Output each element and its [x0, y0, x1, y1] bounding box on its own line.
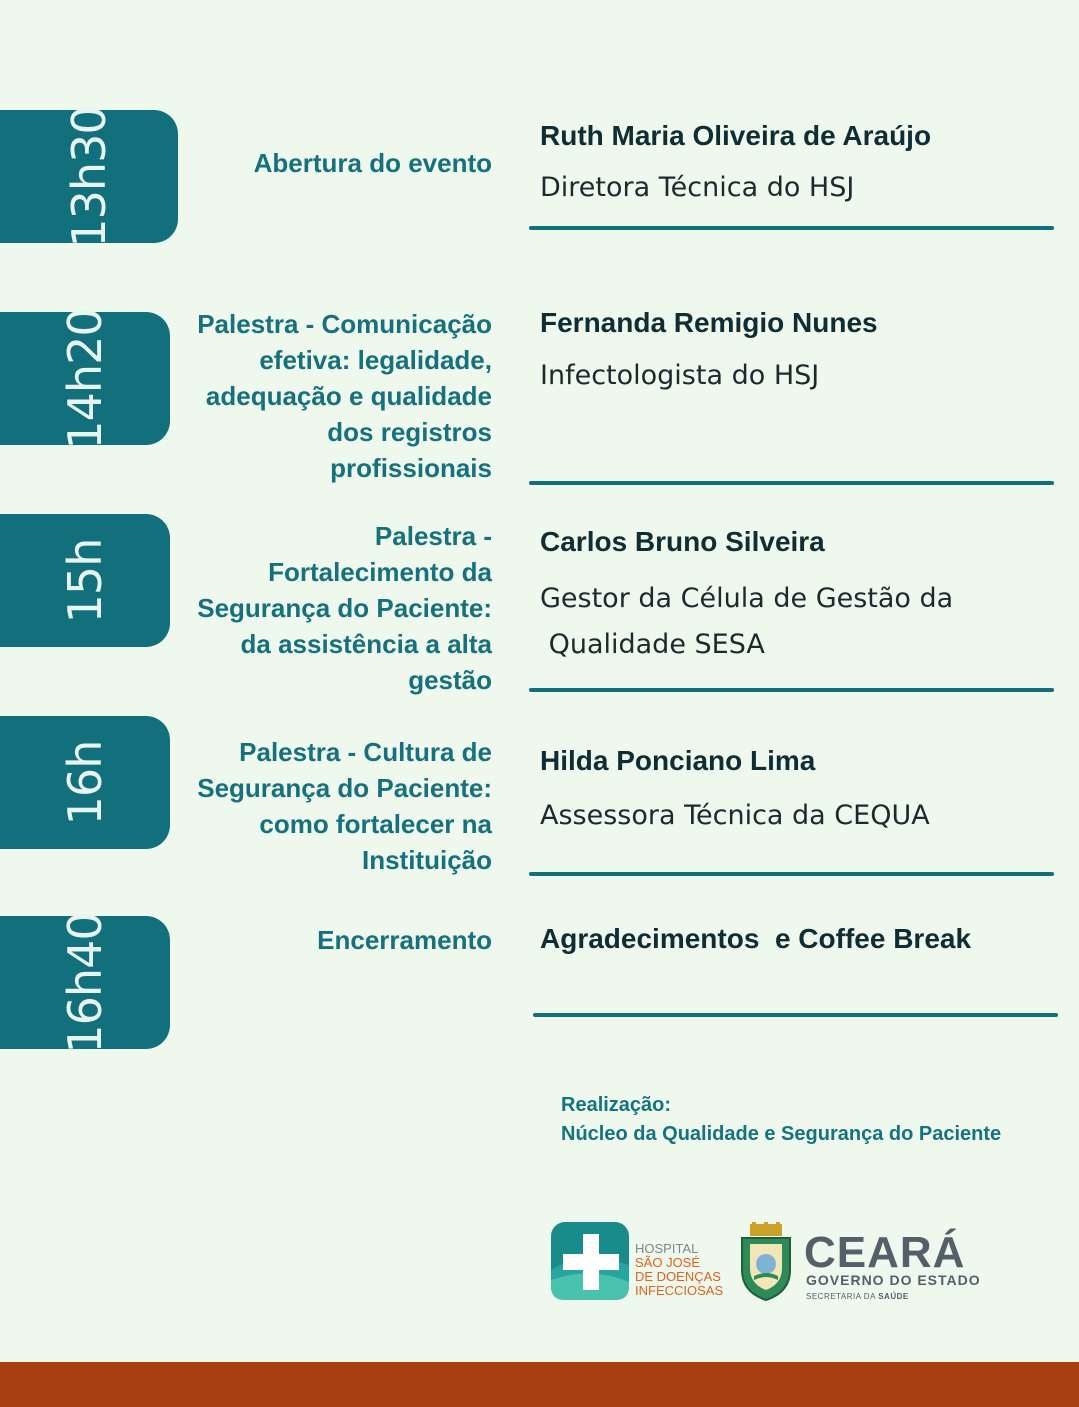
time-tab-1 — [0, 105, 178, 248]
ceara-title: CEARÁ — [804, 1228, 966, 1277]
time-tab-2 — [0, 307, 170, 450]
hsj-line: INFECCIOSAS — [635, 1283, 724, 1298]
time-label: 16h — [58, 740, 112, 825]
ceara-sub2-bold: SAÚDE — [878, 1292, 909, 1301]
topic-3 — [197, 518, 492, 698]
topic-line: adequação e qualidade — [205, 381, 492, 411]
role-line: Infectologista do HSJ — [540, 360, 820, 391]
hospital-sao-jose-logo — [551, 1220, 731, 1302]
role-1 — [540, 165, 1060, 211]
bottom-bar — [0, 1362, 1079, 1407]
topic-line: gestão — [408, 665, 492, 695]
hsj-cross-icon — [551, 1220, 631, 1302]
topic-5 — [317, 922, 492, 958]
topic-4 — [197, 734, 492, 878]
speaker-2: Fernanda Remigio Nunes — [540, 307, 878, 338]
time-tab-5 — [0, 911, 170, 1054]
topic-line: Segurança do Paciente: — [197, 593, 492, 623]
topic-line: Abertura do evento — [253, 148, 492, 178]
ceara-sub2-prefix: SECRETARIA DA — [806, 1292, 879, 1301]
topic-line: da assistência a alta — [240, 629, 492, 659]
role-3 — [540, 576, 1060, 668]
hsj-wordmark — [635, 1242, 723, 1298]
topic-line: Palestra - Comunicação — [197, 309, 492, 339]
governo-ceara-logo — [736, 1222, 986, 1308]
ceara-coat-of-arms-icon — [736, 1222, 796, 1302]
time-label: 14h20 — [58, 307, 112, 450]
credits-label: Realização: — [561, 1094, 672, 1116]
topic-line: Palestra - Cultura de — [239, 737, 492, 767]
topic-1 — [254, 145, 492, 181]
time-label: 16h40 — [58, 911, 112, 1054]
speaker-1: Ruth Maria Oliveira de Araújo — [540, 120, 932, 151]
hsj-line: SÃO JOSÉ — [635, 1255, 701, 1270]
time-label: 15h — [58, 538, 112, 623]
speaker-5: Agradecimentos e Coffee Break — [540, 923, 972, 954]
topic-line: como fortalecer na — [259, 809, 492, 839]
role-line: Gestor da Célula de Gestão da — [540, 583, 954, 614]
time-tab-3 — [0, 514, 170, 647]
divider-4 — [529, 872, 1054, 876]
role-line: Diretora Técnica do HSJ — [540, 172, 855, 203]
topic-line: Instituição — [361, 845, 492, 875]
divider-3 — [529, 688, 1054, 692]
topic-line: Palestra - — [374, 521, 492, 551]
role-4 — [540, 793, 1060, 839]
topic-line: dos registros — [327, 417, 492, 447]
time-tab-4 — [0, 716, 170, 849]
topic-line: efetiva: legalidade, — [259, 345, 492, 375]
ceara-subtitle-2 — [806, 1292, 909, 1301]
role-2 — [540, 353, 1060, 399]
hsj-line: DE DOENÇAS — [635, 1269, 721, 1284]
divider-1 — [529, 226, 1054, 230]
credits-org: Núcleo da Qualidade e Segurança do Paciente — [561, 1123, 1002, 1145]
speaker-4: Hilda Ponciano Lima — [540, 745, 816, 776]
time-label: 13h30 — [62, 105, 116, 248]
topic-line: Fortalecimento da — [268, 557, 492, 587]
topic-line: profissionais — [330, 453, 492, 483]
topic-2 — [197, 306, 492, 486]
topic-line: Segurança do Paciente: — [197, 773, 492, 803]
role-line: Qualidade SESA — [540, 629, 765, 660]
divider-2 — [529, 481, 1054, 485]
speaker-3: Carlos Bruno Silveira — [540, 526, 825, 557]
divider-5 — [533, 1013, 1058, 1017]
role-line: Assessora Técnica da CEQUA — [540, 800, 930, 831]
topic-line: Encerramento — [317, 925, 492, 955]
hsj-line: HOSPITAL — [635, 1241, 699, 1256]
ceara-subtitle: GOVERNO DO ESTADO — [806, 1272, 981, 1288]
